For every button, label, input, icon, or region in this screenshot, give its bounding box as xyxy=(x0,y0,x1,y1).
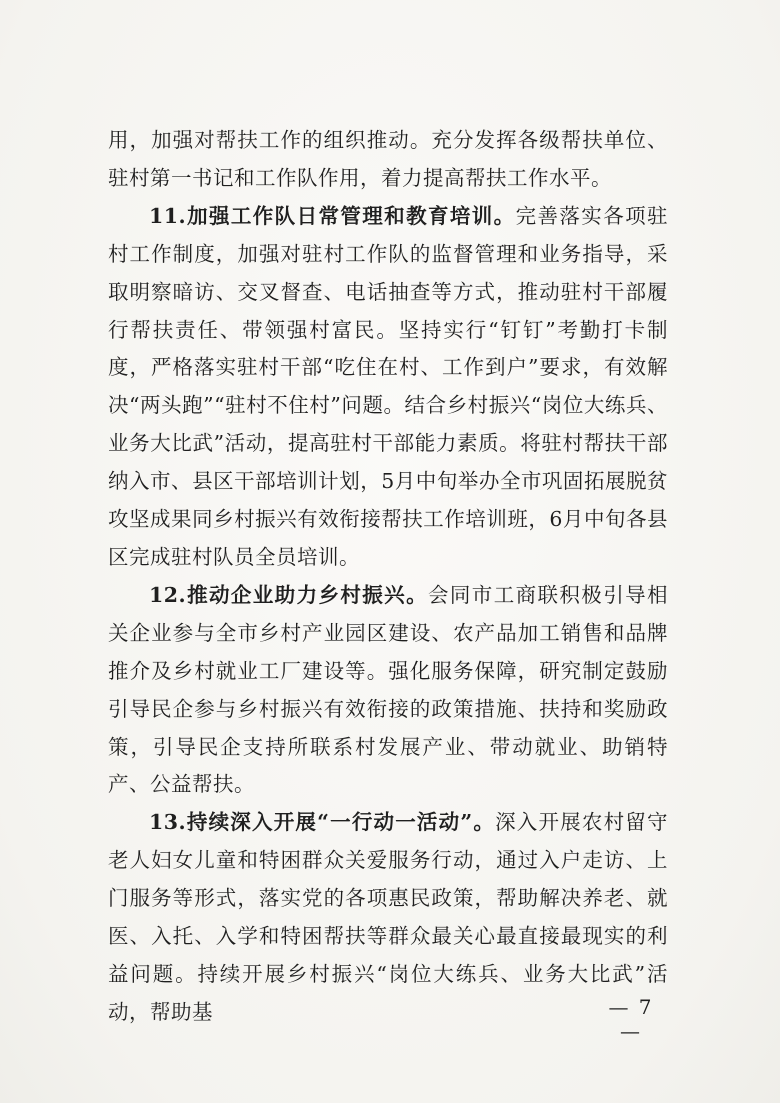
paragraph-item-11 xyxy=(108,198,668,577)
document-body xyxy=(108,122,668,1032)
paragraph-text: 用，加强对帮扶工作的组织推动。充分发挥各级帮扶单位、驻村第一书记和工作队作用，着力提高帮扶工作水平。 xyxy=(108,128,668,190)
paragraph-text: 完善落实各项驻村工作制度，加强对驻村工作队的监督管理和业务指导，采取明察暗访、交叉督查、电话抽查等方式，推动驻村干部履行帮扶责任、带领强村富民。坚持实行“钉钉”考勤打卡制度，严格落实驻村干部“吃住在村、工作到户”要求，有效解决“两头跑”“驻村不住村”问题。结合乡村振兴“岗位大练兵、业务大比武”活动，提高驻村干部能力素质。将驻村帮扶干部纳入市、县区干部培训计划，5月中旬举办全市巩固拓展脱贫攻坚成果同乡村振兴有效衔接帮扶工作培训班，6月中旬各县区完成驻村队员全员培训。 xyxy=(108,203,669,569)
paragraph-heading: 12.推动企业助力乡村振兴。 xyxy=(149,582,428,607)
paragraph-text: 会同市工商联积极引导相关企业参与全市乡村产业园区建设、农产品加工销售和品牌推介及乡村就业工厂建设等。强化服务保障，研究制定鼓励引导民企参与乡村振兴有效衔接的政策措施、扶持和奖励政策，引导民企支持所联系村发展产业、带动就业、助销特产、公益帮扶。 xyxy=(108,582,668,797)
paragraph-text: 深入开展农村留守老人妇女儿童和特困群众关爱服务行动，通过入户走访、上门服务等形式，落实党的各项惠民政策，帮助解决养老、就医、入托、入学和特困帮扶等群众最关心最直接最现实的利益问题。持续开展乡村振兴“岗位大练兵、业务大比武”活动，帮助基 xyxy=(108,810,669,1024)
paragraph-item-12 xyxy=(108,577,668,804)
page-number: — 7 — xyxy=(608,995,654,1043)
paragraph-continuation xyxy=(108,122,668,198)
paragraph-heading: 11.加强工作队日常管理和教育培训。 xyxy=(149,203,516,228)
paragraph-item-13 xyxy=(108,804,668,1031)
paragraph-heading: 13.持续深入开展“一行动一活动”。 xyxy=(149,810,496,835)
